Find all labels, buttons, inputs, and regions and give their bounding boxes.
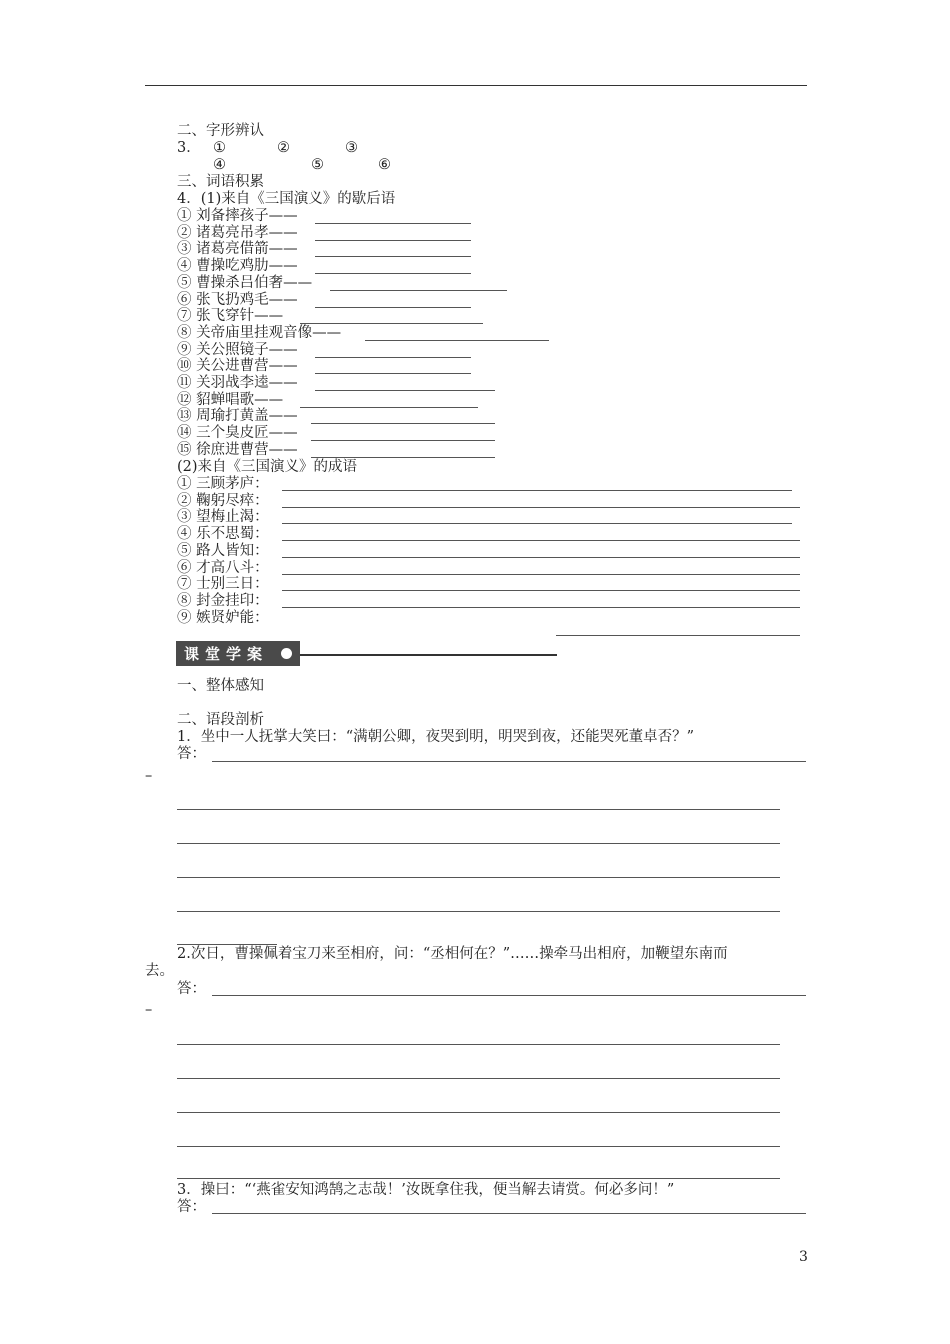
chengyu-item: ⑦ 士别三日： (177, 576, 269, 593)
blank-marker-5: ⑤ (311, 157, 324, 173)
fill-in-line[interactable] (282, 590, 800, 591)
question-4-part2-title: (2)来自《三国演义》的成语 (177, 459, 358, 475)
analysis-question-1: 1．坐中一人抚掌大笑曰：“满朝公卿，夜哭到明，明哭到夜，还能哭死董卓否？” (177, 729, 695, 745)
fill-in-line[interactable] (315, 357, 471, 358)
answer-line[interactable] (177, 843, 780, 844)
chengyu-item: ② 鞠躬尽瘁： (177, 492, 269, 509)
header-rule (145, 85, 807, 86)
fill-in-line[interactable] (330, 290, 507, 291)
answer-line[interactable] (177, 911, 780, 912)
fill-in-line[interactable] (315, 390, 495, 391)
xiehouyu-item: ② 诸葛亮吊孝—— (177, 224, 298, 241)
fill-in-line[interactable] (315, 240, 471, 241)
fill-in-line[interactable] (365, 340, 549, 341)
fill-in-line[interactable] (282, 574, 800, 575)
analysis-question-2-cont: 去。 (145, 963, 174, 979)
xiehouyu-item: ④ 曹操吃鸡肋—— (177, 258, 298, 275)
answer-label-3: 答： (177, 1199, 206, 1215)
fill-in-line[interactable] (282, 490, 792, 491)
answer-line[interactable] (177, 1178, 780, 1179)
fill-in-line[interactable] (315, 273, 471, 274)
chengyu-item: ⑧ 封金挂印： (177, 592, 269, 609)
question-4-title: 4．(1)来自《三国演义》的歇后语 (177, 191, 396, 207)
analysis-question-2: 2.次日，曹操佩着宝刀来至相府，问：“丞相何在？”……操牵马出相府，加鞭望东南而 (177, 946, 728, 962)
fill-in-line[interactable] (282, 557, 800, 558)
fill-in-line[interactable] (315, 373, 471, 374)
answer-line[interactable] (177, 1044, 780, 1045)
xiehouyu-item: ③ 诸葛亮借箭—— (177, 241, 298, 258)
fill-in-line[interactable] (282, 507, 800, 508)
section-heading-zixing: 二、字形辨认 (177, 123, 264, 139)
fill-in-line[interactable] (315, 256, 471, 257)
answer-line[interactable] (177, 1112, 780, 1113)
chengyu-item: ① 三顾茅庐： (177, 476, 269, 492)
xiehouyu-item: ① 刘备摔孩子—— (177, 208, 298, 224)
question-3-label: 3． (177, 140, 201, 156)
dash-mark: – (145, 768, 153, 784)
heading-overall: 一、整体感知 (177, 678, 264, 694)
fill-in-line[interactable] (282, 523, 792, 524)
fill-in-line[interactable] (311, 457, 495, 458)
answer-line[interactable] (177, 809, 780, 810)
blank-marker-2: ② (277, 140, 290, 156)
fill-in-line[interactable] (311, 423, 495, 424)
blank-marker-4: ④ (213, 157, 226, 173)
xiehouyu-item: ⑫ 貂蝉唱歌—— (177, 391, 284, 408)
answer-line[interactable] (212, 995, 806, 996)
chengyu-item: ⑨ 嫉贤妒能： (177, 609, 269, 626)
blank-marker-3: ③ (345, 140, 358, 156)
chengyu-item: ③ 望梅止渴： (177, 509, 269, 526)
page-number: 3 (799, 1249, 808, 1265)
xiehouyu-item: ⑥ 张飞扔鸡毛—— (177, 291, 298, 308)
xiehouyu-item: ⑨ 关公照镜子—— (177, 341, 298, 358)
answer-line[interactable] (212, 761, 806, 762)
heading-analysis: 二、语段剖析 (177, 712, 264, 728)
fill-in-line[interactable] (315, 223, 471, 224)
fill-in-line[interactable] (300, 407, 478, 408)
fill-in-line[interactable] (311, 440, 495, 441)
classroom-banner (176, 641, 300, 666)
banner-rule (300, 654, 557, 656)
blank-marker-6: ⑥ (378, 157, 391, 173)
dash-mark: – (145, 1002, 153, 1018)
blank-marker-1: ① (213, 140, 226, 156)
xiehouyu-item: ⑭ 三个臭皮匠—— (177, 425, 298, 442)
fill-in-line[interactable] (282, 607, 800, 608)
fill-in-line[interactable] (556, 635, 800, 636)
answer-label-1: 答： (177, 746, 206, 762)
answer-line[interactable] (177, 944, 277, 945)
xiehouyu-item: ⑪ 关羽战李逵—— (177, 375, 298, 391)
chengyu-item: ④ 乐不思蜀： (177, 526, 269, 543)
xiehouyu-item: ⑦ 张飞穿针—— (177, 308, 284, 325)
xiehouyu-item: ⑬ 周瑜打黄盖—— (177, 408, 298, 425)
answer-line[interactable] (212, 1213, 806, 1214)
banner-dot-icon (281, 648, 292, 659)
section-heading-ciyu: 三、词语积累 (177, 174, 264, 190)
xiehouyu-item: ⑧ 关帝庙里挂观音像—— (177, 324, 342, 341)
answer-line[interactable] (177, 877, 780, 878)
analysis-question-3: 3．操曰：“‘燕雀安知鸿鹄之志哉！’汝既拿住我，便当解去请赏。何必多问！” (177, 1182, 675, 1198)
banner-title: 课堂学案 (184, 645, 269, 663)
xiehouyu-item: ⑮ 徐庶进曹营—— (177, 441, 298, 458)
answer-label-2: 答： (177, 981, 206, 997)
answer-line[interactable] (177, 1078, 780, 1079)
fill-in-line[interactable] (315, 307, 471, 308)
xiehouyu-item: ⑤ 曹操杀吕伯奢—— (177, 274, 313, 291)
answer-line[interactable] (177, 1146, 780, 1147)
xiehouyu-item: ⑩ 关公进曹营—— (177, 358, 298, 375)
chengyu-item: ⑥ 才高八斗： (177, 559, 269, 576)
chengyu-item: ⑤ 路人皆知： (177, 542, 269, 559)
fill-in-line[interactable] (282, 540, 800, 541)
